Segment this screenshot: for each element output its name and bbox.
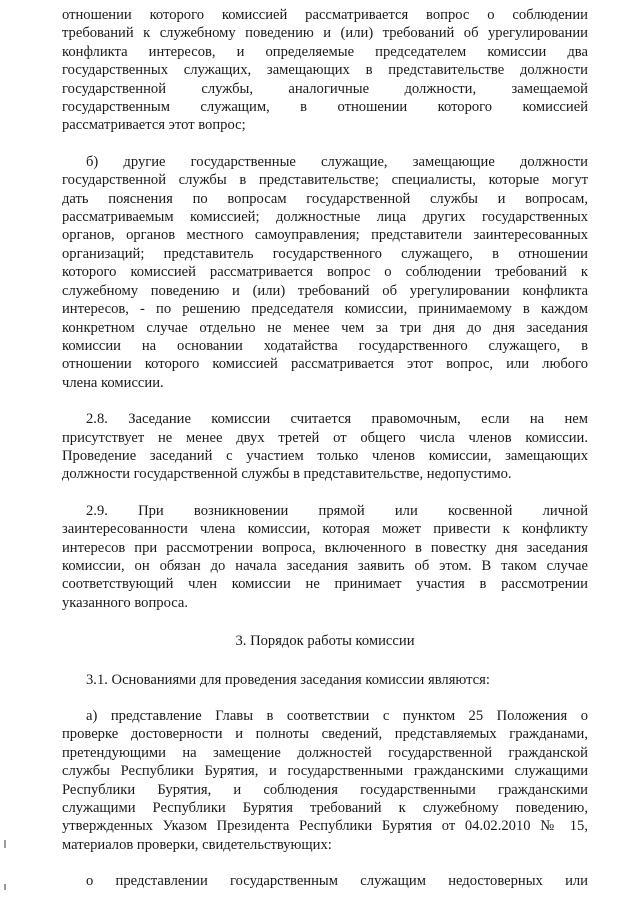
- text-line: Республики Бурятия, и соблюдения государственными гражданскими: [62, 781, 588, 798]
- paragraph-members-continuation: [62, 6, 588, 135]
- text-line: отношении которого комиссией рассматривается вопрос о соблюдении: [62, 7, 588, 23]
- text-line: служащими Республики Бурятия требований к служебному поведению,: [62, 800, 588, 817]
- text-line: 2.8. Заседание комиссии считается правомочным, если на нем: [86, 411, 588, 428]
- document-page: [62, 6, 588, 891]
- text-line: органов, органов местного самоуправления; представители заинтересованных: [62, 227, 588, 244]
- text-line: комиссии, он обязан до начала заседания заявить об этом. В таком случае: [62, 557, 588, 574]
- paragraph-2-9-conflict: [62, 502, 588, 612]
- text-line: материалов проверки, свидетельствующих:: [62, 836, 332, 853]
- paragraph-b-other-participants: [62, 153, 588, 392]
- text-line: утвержденных Указом Президента Республики Бурятия от 04.02.2010 № 15,: [62, 818, 588, 835]
- text-line: б) другие государственные служащие, замещающие должности: [86, 153, 588, 170]
- text-line: отношении которого комиссией рассматривается этот вопрос, или любого: [62, 356, 588, 373]
- paragraph-2-8-quorum: [62, 410, 588, 484]
- section-heading: 3. Порядок работы комиссии: [235, 633, 415, 650]
- text-line: интересов, - по решению председателя комиссии, принимаемому в каждом: [62, 301, 588, 318]
- text-line: Проведение заседаний с участием только членов комиссии, замещающих: [62, 447, 588, 464]
- text-line: комиссии на основании ходатайства государственного служащего, в: [62, 337, 588, 354]
- text-line: члена комиссии.: [62, 374, 164, 391]
- scan-artifact: [4, 884, 6, 890]
- text-line: указанного вопроса.: [62, 594, 189, 611]
- text-line: соответствующий член комиссии не принимает участия в рассмотрении: [62, 576, 588, 593]
- text-line: а) представление Главы в соответствии с пунктом 25 Положения о: [86, 708, 588, 724]
- text-line: должности государственной службы в представительстве, недопустимо.: [62, 466, 512, 483]
- text-line: интересов при рассмотрении вопроса, включенного в повестку дня заседания: [62, 539, 588, 556]
- text-line: рассматриваемым комиссией; должностные лица других государственных: [62, 209, 588, 226]
- text-line: рассматривается этот вопрос;: [62, 117, 246, 134]
- text-line: конкретном случае отдельно не менее чем за три дня до дня заседания: [62, 319, 588, 336]
- text-line: конфликта интересов, и определяемые председателем комиссии два: [62, 43, 588, 60]
- text-line: дать пояснения по вопросам государственной службы и вопросам,: [62, 190, 588, 207]
- text-line: проверке достоверности и полноты сведений, представляемых гражданами,: [62, 726, 588, 743]
- text-line: требований к служебному поведению и (или) требований об урегулировании: [62, 25, 588, 42]
- text-line: организаций; представитель государственного служащего, в отношении: [62, 245, 588, 262]
- text-line: службы Республики Бурятия, и государственными гражданскими служащими: [62, 763, 588, 780]
- paragraph-false-information: о представлении государственным служащим недостоверных или: [86, 873, 588, 890]
- text-line: служебному поведению и (или) требований об урегулировании конфликта: [62, 282, 588, 299]
- paragraph-3-1-grounds: 3.1. Основаниями для проведения заседания комиссии являются:: [86, 671, 490, 688]
- text-line: государственной службы в представительстве; специалисты, которые могут: [62, 172, 588, 189]
- text-line: присутствует не менее двух третей от общего числа членов комиссии.: [62, 429, 588, 446]
- paragraph-a-representation: [62, 707, 588, 854]
- text-line: заинтересованности члена комиссии, которая может привести к конфликту: [62, 521, 588, 538]
- text-line: 2.9. При возникновении прямой или косвенной личной: [86, 502, 588, 519]
- text-line: государственных служащих, замещающих в представительстве должности: [62, 62, 588, 79]
- text-line: государственным служащим, в отношении которого комиссией: [62, 99, 588, 116]
- text-line: претендующими на замещение должностей государственной гражданской: [62, 744, 588, 761]
- text-line: государственной службы, аналогичные должности, замещаемой: [62, 80, 588, 97]
- scan-artifact: [4, 840, 6, 848]
- text-line: которого комиссией рассматривается вопрос о соблюдении требований к: [62, 264, 588, 281]
